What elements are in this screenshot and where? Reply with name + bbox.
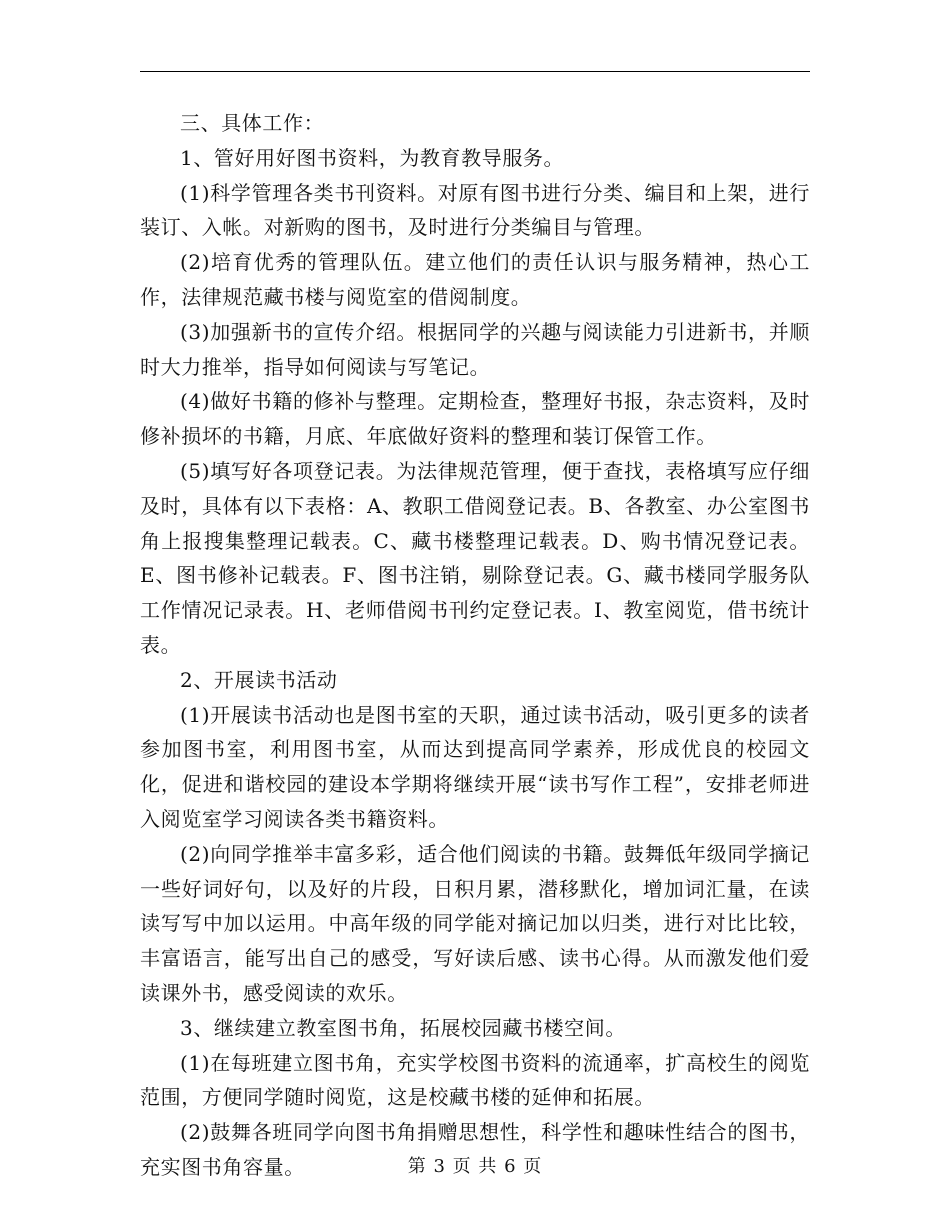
subsection-heading: 3、继续建立教室图书角，拓展校园藏书楼空间。 bbox=[180, 1015, 626, 1040]
paragraph: (1)开展读书活动也是图书室的天职，通过读书活动，吸引更多的读者参加图书室，利用图书室，从而达到提高同学素养，形成优良的校园文化，促进和谐校园的建设本学期将继续开展“读书写作工程”，安排老师进入阅览室学习阅读各类书籍资料。 bbox=[140, 702, 810, 831]
paragraph: (1)在每班建立图书角，充实学校图书资料的流通率，扩高校生的阅览范围，方便同学随时阅览，这是校藏书楼的延伸和拓展。 bbox=[140, 1050, 810, 1110]
subsection-heading: 2、开展读书活动 bbox=[180, 667, 338, 692]
paragraph: (2)向同学推举丰富多彩，适合他们阅读的书籍。鼓舞低年级同学摘记一些好词好句，以及好的片段，日积月累，潜移默化，增加词汇量，在读读写写中加以运用。中高年级的同学能对摘记加以归类，进行对比比较，丰富语言，能写出自己的感受，写好读后感、读书心得。从而激发他们爱读课外书，感受阅读的欢乐。 bbox=[140, 841, 810, 1005]
paragraph: (1)科学管理各类书刊资料。对原有图书进行分类、编目和上架，进行装订、入帐。对新购的图书，及时进行分类编目与管理。 bbox=[140, 180, 810, 240]
section-heading: 三、具体工作： bbox=[180, 111, 325, 135]
document-body bbox=[140, 106, 810, 1185]
header-rule bbox=[140, 71, 810, 72]
paragraph: (5)填写好各项登记表。为法律规范管理，便于查找，表格填写应仔细及时，具体有以下表格：A、教职工借阅登记表。B、各教室、办公室图书角上报搜集整理记载表。C、藏书楼整理记载表。D、购书情况登记表。E、图书修补记载表。F、图书注销，剔除登记表。G、藏书楼同学服务队工作情况记录表。H、老师借阅书刊约定登记表。I、教室阅览，借书统计表。 bbox=[140, 458, 810, 657]
subsection-heading: 1、管好用好图书资料，为教育教导服务。 bbox=[180, 145, 565, 170]
paragraph: (3)加强新书的宣传介绍。根据同学的兴趣与阅读能力引进新书，并顺时大力推举，指导如何阅读与写笔记。 bbox=[140, 319, 810, 379]
paragraph: (2)鼓舞各班同学向图书角捐赠思想性，科学性和趣味性结合的图书，充实图书角容量。 bbox=[140, 1120, 810, 1179]
paragraph: (2)培育优秀的管理队伍。建立他们的责任认识与服务精神，热心工作，法律规范藏书楼与阅览室的借阅制度。 bbox=[140, 250, 810, 309]
page-number: 第 3 页 共 6 页 bbox=[407, 1156, 543, 1177]
paragraph: (4)做好书籍的修补与整理。定期检查，整理好书报，杂志资料，及时修补损坏的书籍，月底、年底做好资料的整理和装订保管工作。 bbox=[140, 389, 810, 449]
